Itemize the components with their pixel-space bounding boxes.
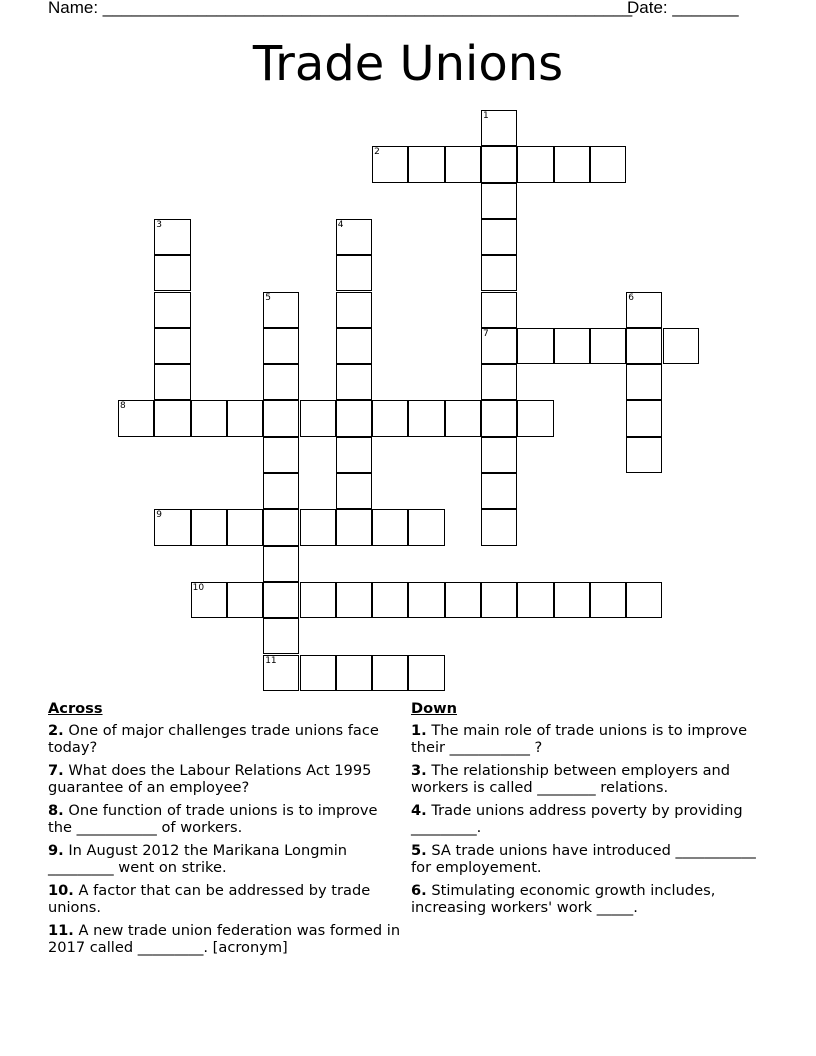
grid-cell [300, 400, 336, 436]
grid-cell [154, 219, 190, 255]
grid-cell [372, 582, 408, 618]
grid-cell [336, 400, 372, 436]
clue-across-11 [48, 922, 403, 956]
cell-number: 7 [483, 328, 489, 339]
grid-cell [227, 400, 263, 436]
clue-number: 6. [411, 882, 427, 899]
cell-number: 4 [337, 219, 344, 230]
grid-cell [517, 146, 553, 182]
clue-text: A factor that can be addressed by trade unions. [48, 882, 371, 916]
grid-cell [300, 655, 336, 691]
grid-cell [408, 146, 444, 182]
grid-cell [554, 146, 590, 182]
clue-across-10 [48, 882, 403, 916]
grid-cell [118, 400, 154, 436]
grid-cell [336, 219, 372, 255]
clue-number: 9. [48, 842, 64, 859]
across-heading: Across [48, 700, 103, 717]
cell-number: 3 [156, 219, 163, 230]
clue-text: The relationship between employers and workers is called ________ relations. [411, 762, 731, 796]
grid-cell [554, 582, 590, 618]
grid-cell [481, 183, 517, 219]
grid-cell [336, 473, 372, 509]
grid-cell [481, 292, 517, 328]
grid-cell [227, 582, 263, 618]
grid-cell [517, 400, 553, 436]
grid-cell [481, 437, 517, 473]
grid-cell [154, 509, 190, 545]
clue-text: In August 2012 the Marikana Longmin _________ went on strike. [48, 842, 348, 876]
clue-down-1 [411, 722, 756, 756]
clue-number: 1. [411, 722, 427, 739]
grid-cell [481, 582, 517, 618]
grid-cell [191, 400, 227, 436]
grid-cell [263, 509, 299, 545]
clue-text: The main role of trade unions is to improve their ___________ ? [411, 722, 748, 756]
grid-cell [336, 292, 372, 328]
grid-cell [336, 437, 372, 473]
clue-text: One function of trade unions is to improve the ___________ of workers. [48, 802, 378, 836]
across-clues [48, 700, 403, 962]
grid-cell [263, 400, 299, 436]
date-field-line: Date: _______ [627, 0, 739, 17]
grid-cell [372, 400, 408, 436]
grid-cell [300, 582, 336, 618]
grid-cell [263, 437, 299, 473]
grid-cell [336, 509, 372, 545]
grid-cell [517, 582, 553, 618]
grid-cell [154, 255, 190, 291]
grid-cell [590, 328, 626, 364]
cell-number: 11 [265, 655, 277, 666]
grid-cell [263, 473, 299, 509]
grid-cell [263, 364, 299, 400]
cell-number: 10 [192, 582, 205, 593]
grid-cell [481, 110, 517, 146]
clue-number: 5. [411, 842, 427, 859]
grid-cell [481, 328, 517, 364]
grid-cell [300, 509, 336, 545]
grid-cell [626, 400, 662, 436]
cell-number: 8 [120, 401, 126, 412]
cell-number: 6 [628, 292, 634, 303]
grid-cell [626, 328, 662, 364]
grid-cell [626, 292, 662, 328]
clue-down-6 [411, 882, 756, 916]
cell-number: 1 [483, 111, 489, 121]
grid-cell [372, 146, 408, 182]
grid-cell [154, 400, 190, 436]
clue-number: 7. [48, 762, 64, 779]
grid-cell [263, 582, 299, 618]
cell-number: 2 [374, 147, 380, 158]
clue-number: 10. [48, 882, 74, 899]
grid-cell [408, 400, 444, 436]
down-clues [411, 700, 756, 922]
grid-cell [336, 655, 372, 691]
cell-number: 9 [156, 510, 163, 521]
grid-cell [554, 328, 590, 364]
grid-cell [626, 364, 662, 400]
grid-cell [263, 292, 299, 328]
grid-cell [227, 509, 263, 545]
grid-cell [263, 546, 299, 582]
clue-number: 3. [411, 762, 427, 779]
grid-cell [626, 437, 662, 473]
grid-cell [481, 146, 517, 182]
clue-down-3 [411, 762, 756, 796]
clue-across-2 [48, 722, 403, 756]
grid-cell [372, 509, 408, 545]
grid-cell [408, 655, 444, 691]
grid-cell [336, 255, 372, 291]
grid-cell [336, 364, 372, 400]
page-title: Trade Unions [252, 36, 564, 92]
grid-cell [517, 328, 553, 364]
grid-cell [336, 328, 372, 364]
down-heading: Down [411, 700, 458, 717]
clue-across-7 [48, 762, 403, 796]
grid-cell [154, 364, 190, 400]
clue-text: A new trade union federation was formed in 2017 called _________. [acronym] [48, 922, 401, 956]
grid-cell [481, 255, 517, 291]
grid-cell [154, 328, 190, 364]
clue-text: SA trade unions have introduced ___________ for employement. [411, 842, 756, 876]
grid-cell [336, 582, 372, 618]
clue-number: 8. [48, 802, 64, 819]
grid-cell [590, 582, 626, 618]
grid-cell [191, 509, 227, 545]
clue-down-5 [411, 842, 756, 876]
clue-text: Trade unions address poverty by providing _________. [411, 802, 743, 836]
clue-number: 4. [411, 802, 427, 819]
grid-cell [481, 400, 517, 436]
grid-cell [154, 292, 190, 328]
grid-cell [263, 618, 299, 654]
clue-across-9 [48, 842, 403, 876]
grid-cell [626, 582, 662, 618]
clue-across-8 [48, 802, 403, 836]
grid-cell [481, 219, 517, 255]
cell-number: 5 [265, 292, 271, 303]
clue-down-4 [411, 802, 756, 836]
clue-text: Stimulating economic growth includes, increasing workers' work _____. [411, 882, 716, 916]
grid-cell [445, 582, 481, 618]
name-field-line: Name: ________________________________________________________ [48, 0, 633, 17]
grid-cell [408, 509, 444, 545]
clue-number: 11. [48, 922, 74, 939]
grid-cell [590, 146, 626, 182]
clue-number: 2. [48, 722, 64, 739]
grid-cell [481, 364, 517, 400]
grid-cell [372, 655, 408, 691]
grid-cell [263, 328, 299, 364]
clue-text: What does the Labour Relations Act 1995 guarantee of an employee? [48, 762, 372, 796]
grid-cell [481, 509, 517, 545]
grid-cell [191, 582, 227, 618]
grid-cell [408, 582, 444, 618]
clue-text: One of major challenges trade unions face today? [48, 722, 379, 756]
grid-cell [263, 655, 299, 691]
grid-cell [481, 473, 517, 509]
grid-cell [663, 328, 699, 364]
grid-cell [445, 146, 481, 182]
grid-cell [445, 400, 481, 436]
